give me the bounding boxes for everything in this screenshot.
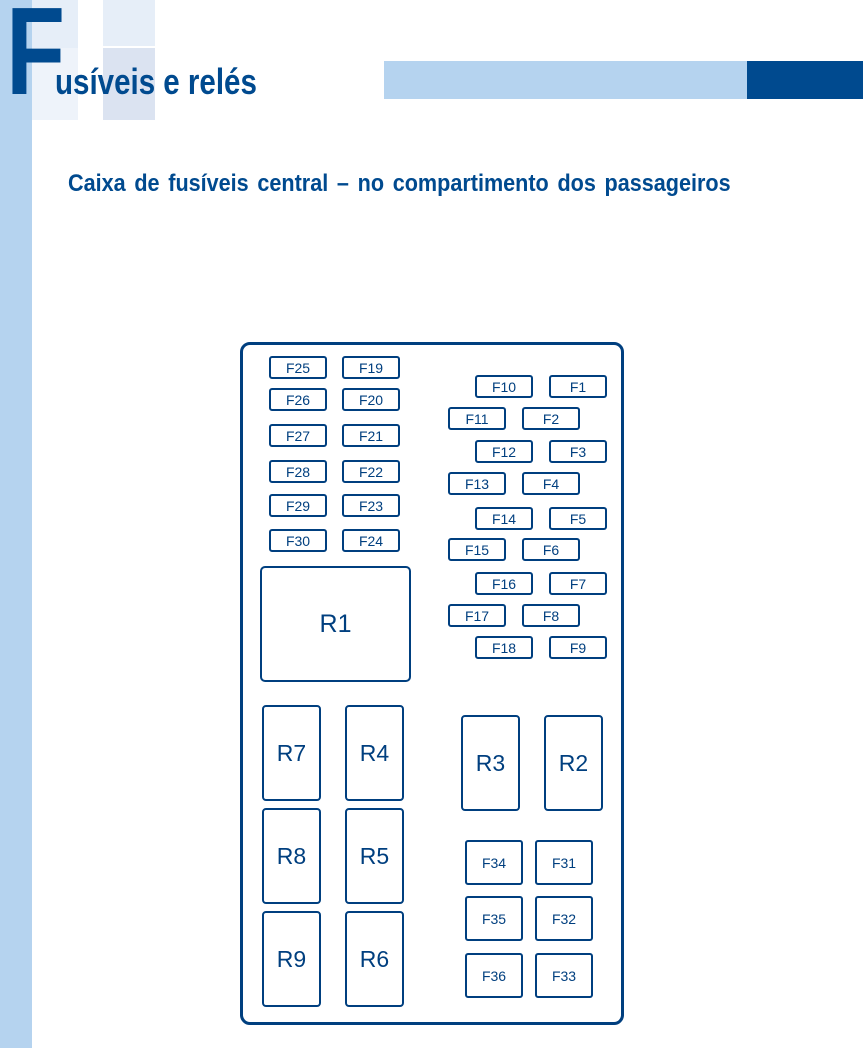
fuse-f10: F10 <box>475 375 533 398</box>
fuse-f28: F28 <box>269 460 327 483</box>
fuse-f17: F17 <box>448 604 506 627</box>
relay-r5: R5 <box>345 808 404 904</box>
fuse-f13: F13 <box>448 472 506 495</box>
relay-r1: R1 <box>260 566 411 682</box>
fuse-f15: F15 <box>448 538 506 561</box>
fuse-f1: F1 <box>549 375 607 398</box>
side-band <box>0 0 32 1048</box>
fuse-f33: F33 <box>535 953 593 998</box>
fuse-f9: F9 <box>549 636 607 659</box>
fuse-f12: F12 <box>475 440 533 463</box>
title-initial: F <box>6 0 66 121</box>
fuse-f18: F18 <box>475 636 533 659</box>
fuse-f27: F27 <box>269 424 327 447</box>
fuse-f6: F6 <box>522 538 580 561</box>
fuse-f3: F3 <box>549 440 607 463</box>
fuse-f8: F8 <box>522 604 580 627</box>
header-bar-dark <box>747 61 863 99</box>
fuse-f23: F23 <box>342 494 400 517</box>
relay-r7: R7 <box>262 705 321 801</box>
fuse-f19: F19 <box>342 356 400 379</box>
fuse-f20: F20 <box>342 388 400 411</box>
relay-r2: R2 <box>544 715 603 811</box>
relay-r4: R4 <box>345 705 404 801</box>
fuse-f16: F16 <box>475 572 533 595</box>
fuse-f25: F25 <box>269 356 327 379</box>
fuse-f14: F14 <box>475 507 533 530</box>
fuse-f32: F32 <box>535 896 593 941</box>
page-title: usíveis e relés <box>55 61 257 102</box>
fuse-f35: F35 <box>465 896 523 941</box>
fuse-f4: F4 <box>522 472 580 495</box>
fuse-f30: F30 <box>269 529 327 552</box>
relay-r9: R9 <box>262 911 321 1007</box>
fuse-f11: F11 <box>448 407 506 430</box>
fuse-f2: F2 <box>522 407 580 430</box>
fuse-f26: F26 <box>269 388 327 411</box>
fuse-f34: F34 <box>465 840 523 885</box>
relay-r3: R3 <box>461 715 520 811</box>
fuse-f21: F21 <box>342 424 400 447</box>
fuse-f24: F24 <box>342 529 400 552</box>
fuse-f29: F29 <box>269 494 327 517</box>
fuse-f5: F5 <box>549 507 607 530</box>
section-subtitle: Caixa de fusíveis central – no compartimento dos passageiros <box>68 170 731 197</box>
fuse-f22: F22 <box>342 460 400 483</box>
fuse-f36: F36 <box>465 953 523 998</box>
relay-r8: R8 <box>262 808 321 904</box>
fuse-f7: F7 <box>549 572 607 595</box>
header-bar-light <box>384 61 747 99</box>
header-decor-square <box>103 0 155 46</box>
fuse-f31: F31 <box>535 840 593 885</box>
relay-r6: R6 <box>345 911 404 1007</box>
